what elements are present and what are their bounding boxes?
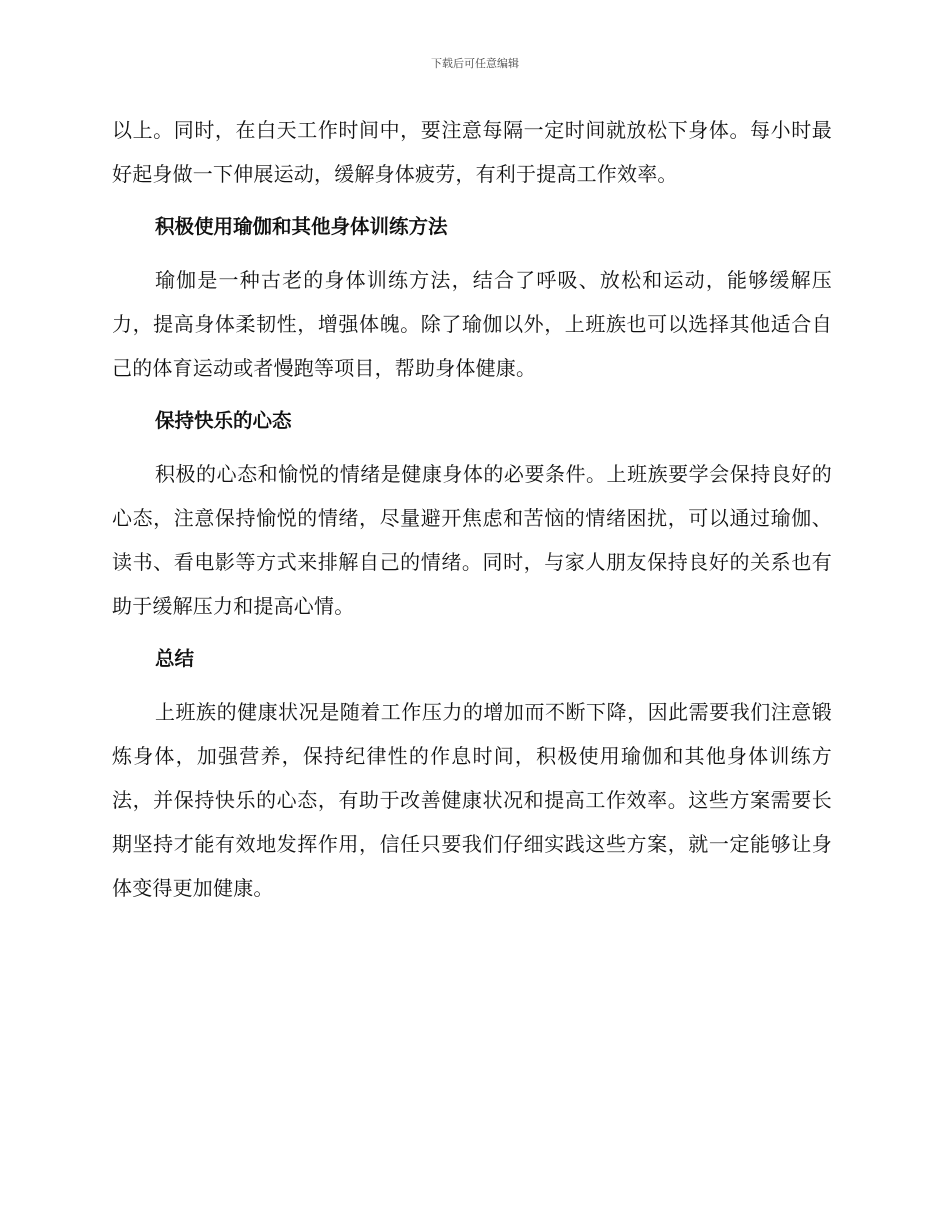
paragraph-continued: 以上。同时，在白天工作时间中，要注意每隔一定时间就放松下身体。每小时最好起身做一下伸展运动，缓解身体疲劳，有利于提高工作效率。 — [112, 118, 832, 186]
paragraph-mindset: 积极的心态和愉悦的情绪是健康身体的必要条件。上班族要学会保持良好的心态，注意保持愉悦的情绪，尽量避开焦虑和苦恼的情绪困扰，可以通过瑜伽、读书、看电影等方式来排解自己的情绪。同时，与家人朋友保持良好的关系也有助于缓解压力和提高心情。 — [112, 462, 832, 618]
section-heading-mindset: 保持快乐的心态 — [155, 409, 292, 432]
document-body — [112, 108, 832, 919]
paragraph-yoga: 瑜伽是一种古老的身体训练方法，结合了呼吸、放松和运动，能够缓解压力，提高身体柔韧性，增强体魄。除了瑜伽以外，上班族也可以选择其他适合自己的体育运动或者慢跑等项目，帮助身体健康。 — [112, 268, 832, 380]
section-heading-yoga: 积极使用瑜伽和其他身体训练方法 — [155, 215, 448, 238]
section-heading-summary: 总结 — [155, 647, 195, 670]
paragraph-summary: 上班族的健康状况是随着工作压力的增加而不断下降，因此需要我们注意锻炼身体，加强营养，保持纪律性的作息时间，积极使用瑜伽和其他身体训练方法，并保持快乐的心态，有助于改善健康状况和提高工作效率。这些方案需要长期坚持才能有效地发挥作用，信任只要我们仔细实践这些方案，就一定能够让身体变得更加健康。 — [112, 700, 832, 900]
page-header-note: 下载后可任意编辑 — [431, 57, 519, 70]
